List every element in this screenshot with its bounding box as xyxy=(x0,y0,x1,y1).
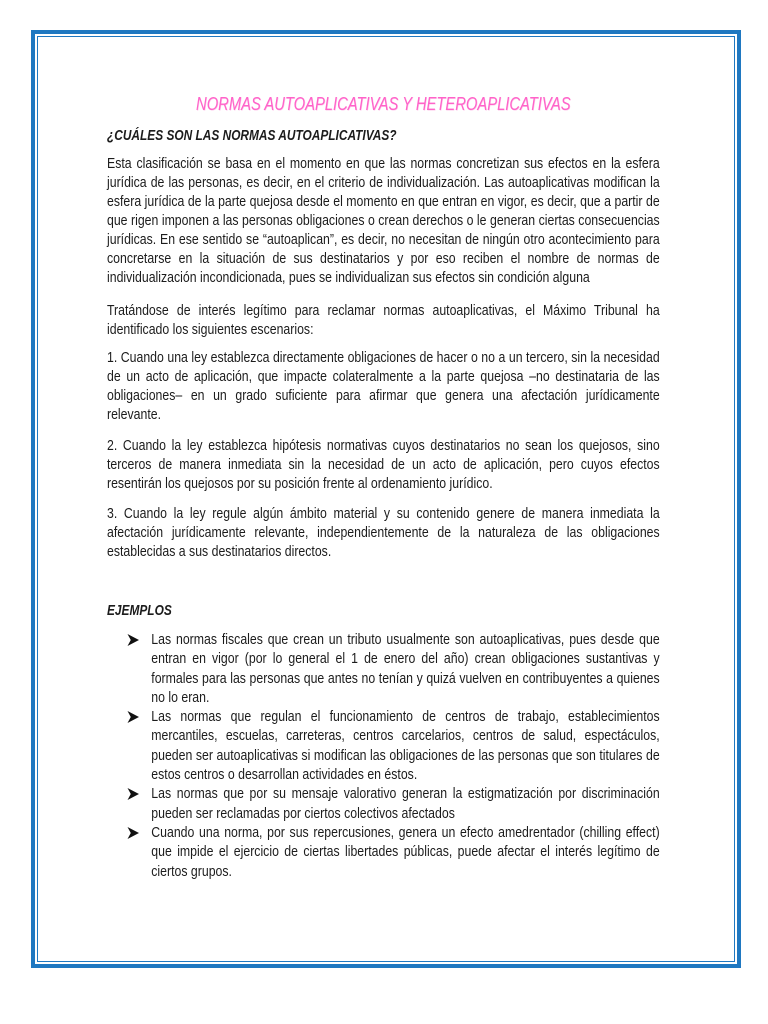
scenario-1-paragraph: 1. Cuando una ley establezca directamente obligaciones de hacer o no a un tercero, sin la necesidad de un acto de aplicación, que impacte colateralmente a la parte quejosa –no destinataria de las obligaciones– en un grado suficiente para afirmar que genera una afectación jurídicamente relevante. xyxy=(107,349,660,423)
arrow-bullet-icon xyxy=(128,788,139,800)
example-text: Las normas que por su mensaje valorativo generan la estigmatización por discriminación pueden ser reclamadas por ciertos colectivos afectados xyxy=(151,785,660,822)
example-item xyxy=(151,823,659,881)
example-item xyxy=(151,784,659,823)
content-column xyxy=(107,0,660,881)
example-item xyxy=(151,630,659,707)
section-heading: ¿CUÁLES SON LAS NORMAS AUTOAPLICATIVAS? xyxy=(107,128,397,144)
examples-heading: EJEMPLOS xyxy=(107,602,172,619)
example-item xyxy=(151,707,659,784)
scenarios-intro-paragraph: Tratándose de interés legítimo para reclamar normas autoaplicativas, el Máximo Tribunal ha identificado los siguientes escenarios: xyxy=(107,302,660,338)
scenario-3-paragraph: 3. Cuando la ley regule algún ámbito material y su contenido genere de manera inmediata la afectación jurídicamente relevante, independientemente de la naturaleza de las obligaciones establecidas a sus destinatarios directos. xyxy=(107,505,660,560)
scenario-2-paragraph: 2. Cuando la ley establezca hipótesis normativas cuyos destinatarios no sean los quejosos, sino terceros de manera inmediata sin la necesidad de un acto de aplicación, pero cuyos efectos resentirán los quejosos por su posición frente al ordenamiento jurídico. xyxy=(107,437,660,492)
example-text: Cuando una norma, por sus repercusiones, genera un efecto amedrentador (chilling effect) que impide el ejercicio de ciertas libertades públicas, puede afectar el interés legítimo de ciertos grupos. xyxy=(151,823,660,880)
examples-list xyxy=(151,630,659,881)
arrow-bullet-icon xyxy=(128,634,139,646)
arrow-bullet-icon xyxy=(128,711,139,723)
intro-paragraph: Esta clasificación se basa en el momento en que las normas concretizan sus efectos en la esfera jurídica de las personas, es decir, en el criterio de individualización. Las autoaplicativas modifican la esfera jurídica de la parte quejosa desde el momento en que entran en vigor, es decir, que a partir de que rigen imponen a las personas obligaciones o crean derechos o le generan ciertas consecuencias jurídicas. En ese sentido se “autoaplican”, es decir, no necesitan de ningún otro acontecimiento para concretarse en la situación de sus destinatarios y por eso reciben el nombre de normas de individualización incondicionada, pues se individualizan sus efectos sin condición alguna xyxy=(107,154,660,286)
arrow-bullet-icon xyxy=(128,827,139,839)
example-text: Las normas fiscales que crean un tributo usualmente son autoaplicativas, pues desde que entran en vigor (por lo general el 1 de enero del año) crean obligaciones sustantivas y formales para las personas que antes no tenían y quizá vuelven en contribuyentes a quienes no lo eran. xyxy=(151,631,660,706)
document-title: NORMAS AUTOAPLICATIVAS Y HETEROAPLICATIVAS xyxy=(196,94,571,114)
example-text: Las normas que regulan el funcionamiento de centros de trabajo, establecimientos mercantiles, escuelas, carreteras, centros carcelarios, centros de salud, espectáculos, pueden ser autoaplicativas si modifican las obligaciones de las personas que son titulares de estos centros o desarrollan actividades en éstos. xyxy=(151,708,660,784)
